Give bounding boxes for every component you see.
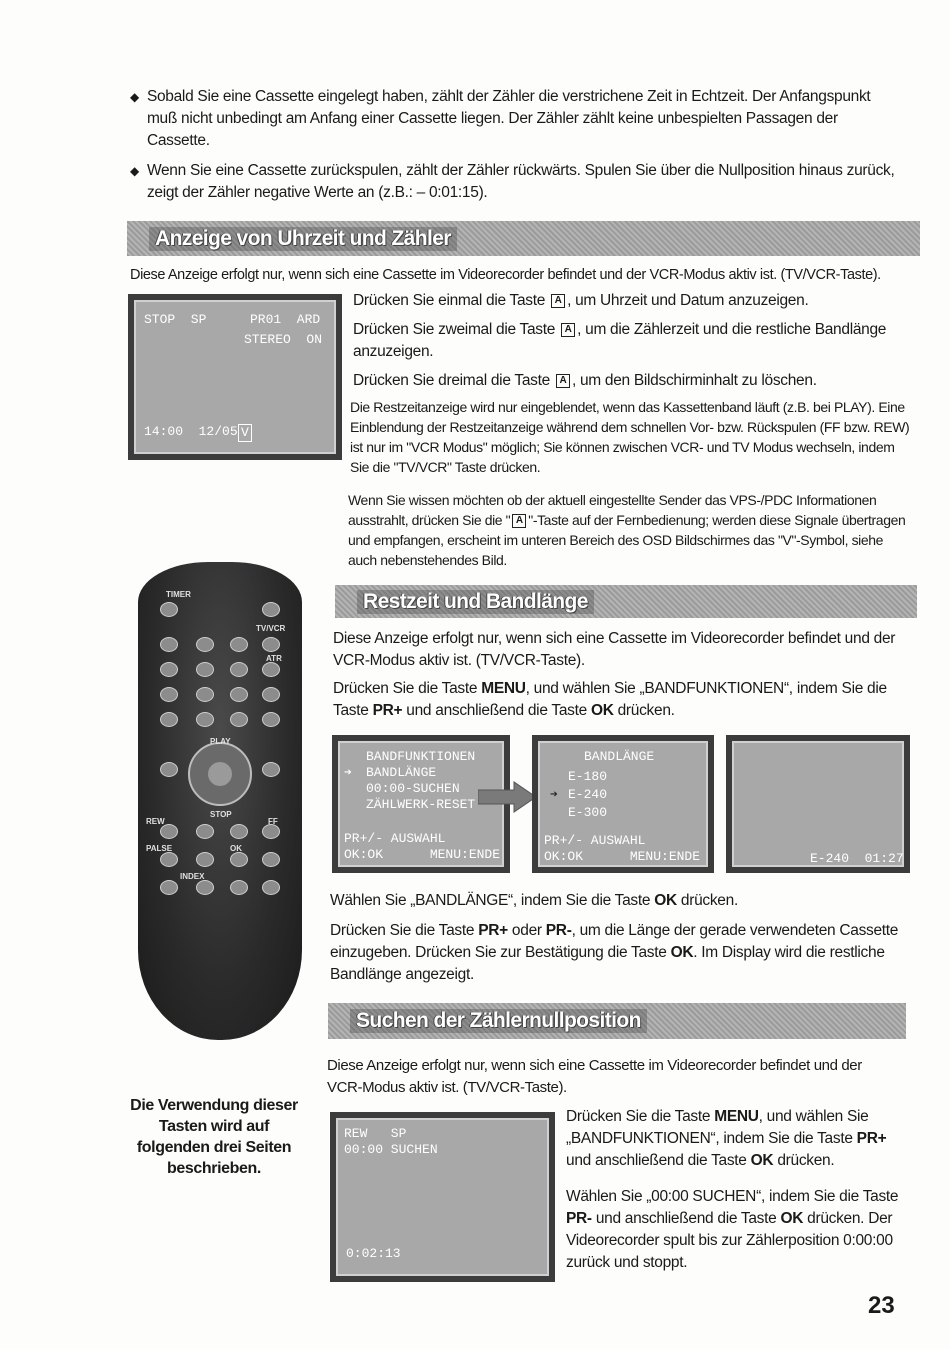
diamond-bullet-icon: ◆ [130,164,139,178]
bullet-counter-rewind: ◆ Wenn Sie eine Cassette zurückspulen, zählt der Zähler rückwärts. Spulen Sie über die Nullposition hinaus zurück, zeigt der Zähler negative Werte an (z.B.: – 0:01:15). [130,160,900,204]
section2-step-menu: Drücken Sie die Taste MENU, und wählen Sie „BANDFUNKTIONEN“, indem Sie die Taste PR+ und anschließend die Taste OK drücken. [333,680,887,719]
step-press-once: Drücken Sie einmal die Taste A , um Uhrzeit und Datum anzuzeigen. [353,292,809,309]
osd-screen-bandlaenge: BANDLÄNGE E-180 ➔ E-240 E-300 PR+/- AUSWAHL OK:OK MENU:ENDE [532,735,714,873]
a-button-icon: A [556,374,570,388]
section2-intro: Diese Anzeige erfolgt nur, wenn sich eine Cassette im Videorecorder befindet und der VCR-Modus aktiv ist. (TV/VCR-Taste). [333,630,896,669]
remote-control-image: TIMER TV/VCR ATR PALSE OK INDEX REW FF PLAY STOP [138,562,302,1040]
selection-arrow-icon: ➔ [344,765,352,780]
a-button-icon: A [551,294,565,308]
section-heading-zero-search: Suchen der Zählernullposition [328,1003,906,1039]
selection-arrow-icon: ➔ [550,787,558,802]
a-button-icon: A [561,323,575,337]
vps-v-icon: V [238,424,252,442]
step-press-thrice: Drücken Sie dreimal die Taste A , um den Bildschirminhalt zu löschen. [353,372,817,389]
osd-screen-zero-search: REW SP 00:00 SUCHEN 0:02:13 [330,1112,555,1282]
osd-screen-time-display: STOP SP PR01 ARD STEREO ON 14:00 12/05 V [128,294,342,460]
right-arrow-icon [478,780,538,814]
section2-enter-length: Drücken Sie die Taste PR+ oder PR-, um die Länge der gerade verwendeten Cassette einzugeben. Drücken Sie zur Bestätigung die Taste OK. Im Display wird die restliche Bandlänge angezeigt. [330,922,899,983]
section1-intro: Diese Anzeige erfolgt nur, wenn sich eine Cassette im Videorecorder befindet und der VCR-Modus aktiv ist. (TV/VCR-Taste). [130,267,881,283]
section-heading-time-counter: Anzeige von Uhrzeit und Zähler [127,221,920,256]
note-remaining-time: Die Restzeitanzeige wird nur eingeblendet, wenn das Kassettenband läuft (z.B. bei PLAY). Eine Einblendung der Restzeitanzeige während dem schnellen Vor- bzw. Rückspulen (FF bzw. REW) ist nur im "VCR Modus" möglich; Sie können zwischen VCR- und TV Modus wechseln, indem Sie die "TV/VCR" Taste drücken. [350,399,910,475]
page-number: 23 [868,1292,895,1319]
remote-caption: Die Verwendung dieser Tasten wird auf folgenden drei Seiten beschrieben. [130,1097,298,1177]
note-vps-pdc: Wenn Sie wissen möchten ob der aktuell eingestellte Sender das VPS-/PDC Informationen ausstrahlt, drücken Sie die " A "-Taste auf der Fernbedienung; werden diese Signale übertragen und empfangen, erscheint im unteren Bereich des OSD Bildschirmes das "V"-Symbol, siehe auch nebenstehendes Bild. [348,492,906,568]
section3-intro: Diese Anzeige erfolgt nur, wenn sich eine Cassette im Videorecorder befindet und der VCR-Modus aktiv ist. (TV/VCR-Taste). [327,1057,862,1096]
section3-step-menu: Drücken Sie die Taste MENU, und wählen Sie „BANDFUNKTIONEN“, indem Sie die Taste PR+ und anschließend die Taste OK drücken. [566,1108,887,1169]
section-heading-remaining-length: Restzeit und Bandlänge [335,585,917,618]
section3-step-search: Wählen Sie „00:00 SUCHEN“, indem Sie die Taste PR- und anschließend die Taste OK drücken. Der Videorecorder spult bis zur Zählerposition 0:00:00 zurück und stoppt. [566,1188,899,1271]
diamond-bullet-icon: ◆ [130,90,139,104]
osd-screen-bandfunktionen: BANDFUNKTIONEN ➔ BANDLÄNGE 00:00-SUCHEN ZÄHLWERK-RESET PR+/- AUSWAHL OK:OK MENU:ENDE [332,735,510,873]
section2-choose-length: Wählen Sie „BANDLÄNGE“, indem Sie die Taste OK drücken. [330,892,738,909]
step-press-twice: Drücken Sie zweimal die Taste A , um die Zählerzeit und die restliche Bandlänge anzuzeigen. [353,321,887,360]
a-button-icon: A [512,514,526,528]
bullet-counter-realtime: ◆ Sobald Sie eine Cassette eingelegt haben, zählt der Zähler die verstrichene Zeit in Echtzeit. Der Anfangspunkt muß nicht unbedingt am Anfang einer Cassette liegen. Der Zähler zählt keine unbespielten Passagen der Cassette. [130,86,900,152]
osd-screen-remaining-readout: E-240 01:27 [726,735,910,873]
